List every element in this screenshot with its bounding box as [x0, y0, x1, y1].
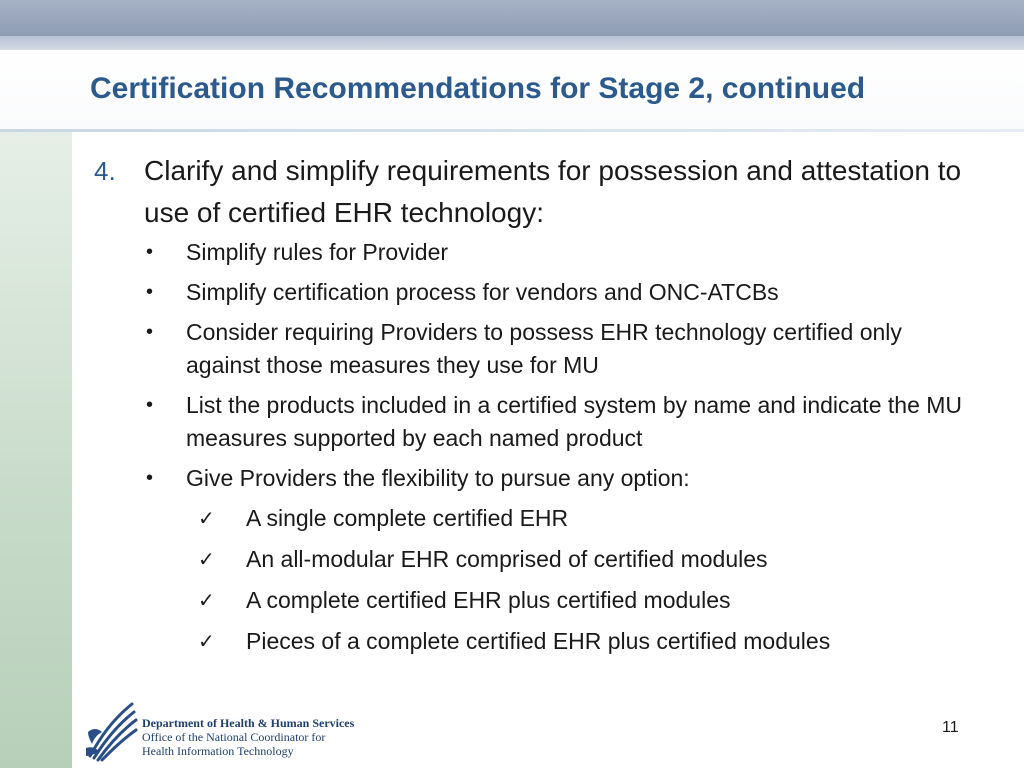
bullet-item	[90, 316, 980, 382]
point-text: Clarify and simplify requirements for possession and attestation to use of certified EHR technology:	[144, 155, 962, 228]
bullet-icon: •	[146, 321, 154, 343]
bullet-text: Simplify rules for Provider	[186, 239, 449, 265]
checkmark-icon: ✓	[198, 629, 215, 653]
hhs-eagle-icon	[82, 698, 138, 762]
left-sidebar-band	[0, 132, 72, 768]
bullet-text: List the products included in a certified system by name and indicate the MU measures supported by each named product	[186, 392, 963, 451]
checkmark-icon: ✓	[198, 588, 215, 612]
hhs-logo	[76, 692, 355, 768]
numbered-point	[90, 150, 980, 234]
checkmark-list	[90, 502, 980, 658]
title-rule	[0, 129, 1024, 132]
bullet-item	[90, 462, 980, 495]
checkmark-icon: ✓	[198, 547, 215, 571]
checkmark-item	[90, 625, 980, 658]
bullet-icon: •	[146, 394, 154, 416]
logo-line-department: Department of Health & Human Services	[142, 716, 355, 730]
checkmark-item	[90, 543, 980, 576]
bullet-list	[90, 236, 980, 495]
point-number: 4.	[94, 156, 116, 186]
top-band-light	[0, 36, 1024, 50]
checkmark-item	[90, 502, 980, 535]
top-band-dark	[0, 0, 1024, 36]
checkmark-text: Pieces of a complete certified EHR plus certified modules	[246, 628, 831, 654]
checkmark-text: An all-modular EHR comprised of certified modules	[246, 546, 768, 572]
logo-line-office: Office of the National Coordinator for	[142, 730, 326, 744]
bullet-item	[90, 276, 980, 309]
bullet-text: Simplify certification process for vendors and ONC-ATCBs	[186, 279, 779, 305]
bullet-text: Consider requiring Providers to possess EHR technology certified only against those measures they use for MU	[186, 319, 902, 378]
bullet-icon: •	[146, 467, 154, 489]
checkmark-icon: ✓	[198, 506, 215, 530]
bullet-item	[90, 236, 980, 269]
checkmark-text: A complete certified EHR plus certified modules	[246, 587, 731, 613]
checkmark-item	[90, 584, 980, 617]
slide-title: Certification Recommendations for Stage 2, continued	[90, 72, 866, 105]
logo-line-health-it: Health Information Technology	[142, 744, 294, 758]
page-number: 11	[942, 719, 959, 736]
logo-text	[142, 716, 354, 758]
bullet-icon: •	[146, 281, 154, 303]
bullet-item	[90, 389, 980, 455]
bullet-text: Give Providers the flexibility to pursue any option:	[186, 465, 690, 491]
slide-content	[90, 150, 980, 666]
checkmark-text: A single complete certified EHR	[246, 505, 569, 531]
bullet-icon: •	[146, 241, 154, 263]
